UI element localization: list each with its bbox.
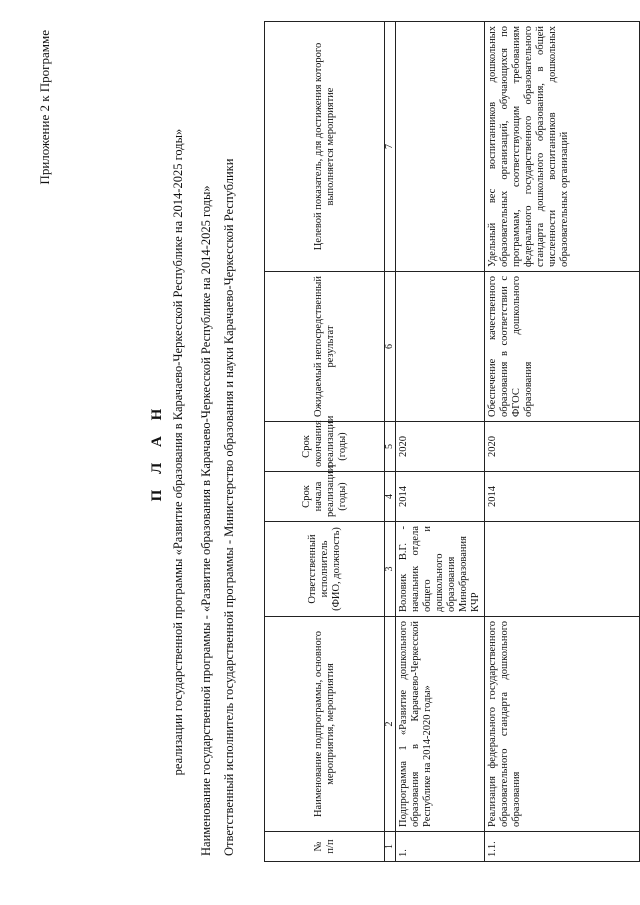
column-number: 2: [385, 617, 396, 832]
row-end: 2020: [396, 422, 485, 472]
document-heading: П Л А Н: [149, 402, 165, 502]
row-num: 1.: [396, 832, 485, 862]
column-number: 5: [385, 422, 396, 472]
row-result: [396, 272, 485, 422]
column-number: 4: [385, 472, 396, 522]
column-number-row: [385, 22, 396, 862]
table-header-row: [265, 22, 385, 862]
column-number: 3: [385, 522, 396, 617]
header-cell-name: Наименование подпрограммы, основного мероприятия, мероприятия: [265, 617, 385, 832]
header-cell-responsible: Ответственный исполнитель (ФИО, должность): [265, 522, 385, 617]
row-start: 2014: [485, 472, 640, 522]
document-subtitle: реализации государственной программы «Развитие образования в Карачаево-Черкесской Республике на 2014-2025 годы»: [171, 128, 185, 776]
header-cell-start: Срок начала реализации (годы): [265, 472, 385, 522]
row-indicator: [396, 22, 485, 272]
column-number: 7: [385, 22, 396, 272]
row-num: 1.1.: [485, 832, 640, 862]
row-start: 2014: [396, 472, 485, 522]
program-name: Наименование государственной программы - «Развитие образования в Карачаево-Черкесской Республике на 2014-2025 годы»: [199, 185, 213, 856]
row-name: Подпрограмма 1 «Развитие дошкольного образования в Карачаево-Черкесской Республике на 2014-2020 годы»: [396, 617, 485, 832]
row-result: Обеспечение качественного образования в соответствии с ФГОС дошкольного образования: [485, 272, 640, 422]
table-row: [485, 22, 640, 862]
column-number: 1: [385, 832, 396, 862]
header-cell-indicator: Целевой показатель, для достижения которого выполняется мероприятие: [265, 22, 385, 272]
row-indicator: Удельный вес воспитанников дошкольных образовательных организаций, обучающихся по программам, соответствующим требованиям федерального государственного образовательного стандарта дошкольного образования, в общей численности воспитанников дошкольных образовательных организаций: [485, 22, 640, 272]
responsible-executor: Ответственный исполнитель государственной программы - Министерство образования и науки Карачаево-Черкесской Республики: [222, 158, 236, 856]
appendix-label: Приложение 2 к Программе: [37, 30, 52, 185]
document-page: [19, 18, 621, 886]
row-responsible: [485, 522, 640, 617]
column-number: 6: [385, 272, 396, 422]
header-cell-num: № п/п: [265, 832, 385, 862]
row-name: Реализация федерального государственного образовательного стандарта дошкольного образования: [485, 617, 640, 832]
plan-table: [264, 21, 640, 862]
header-cell-result: Ожидаемый непосредственный результат: [265, 272, 385, 422]
row-end: 2020: [485, 422, 640, 472]
table-row: [396, 22, 485, 862]
row-responsible: Воловик В.Г. - начальник отдела общего и дошкольного образования Минобразования КЧР: [396, 522, 485, 617]
header-cell-end: Срок окончания реализации (годы): [265, 422, 385, 472]
